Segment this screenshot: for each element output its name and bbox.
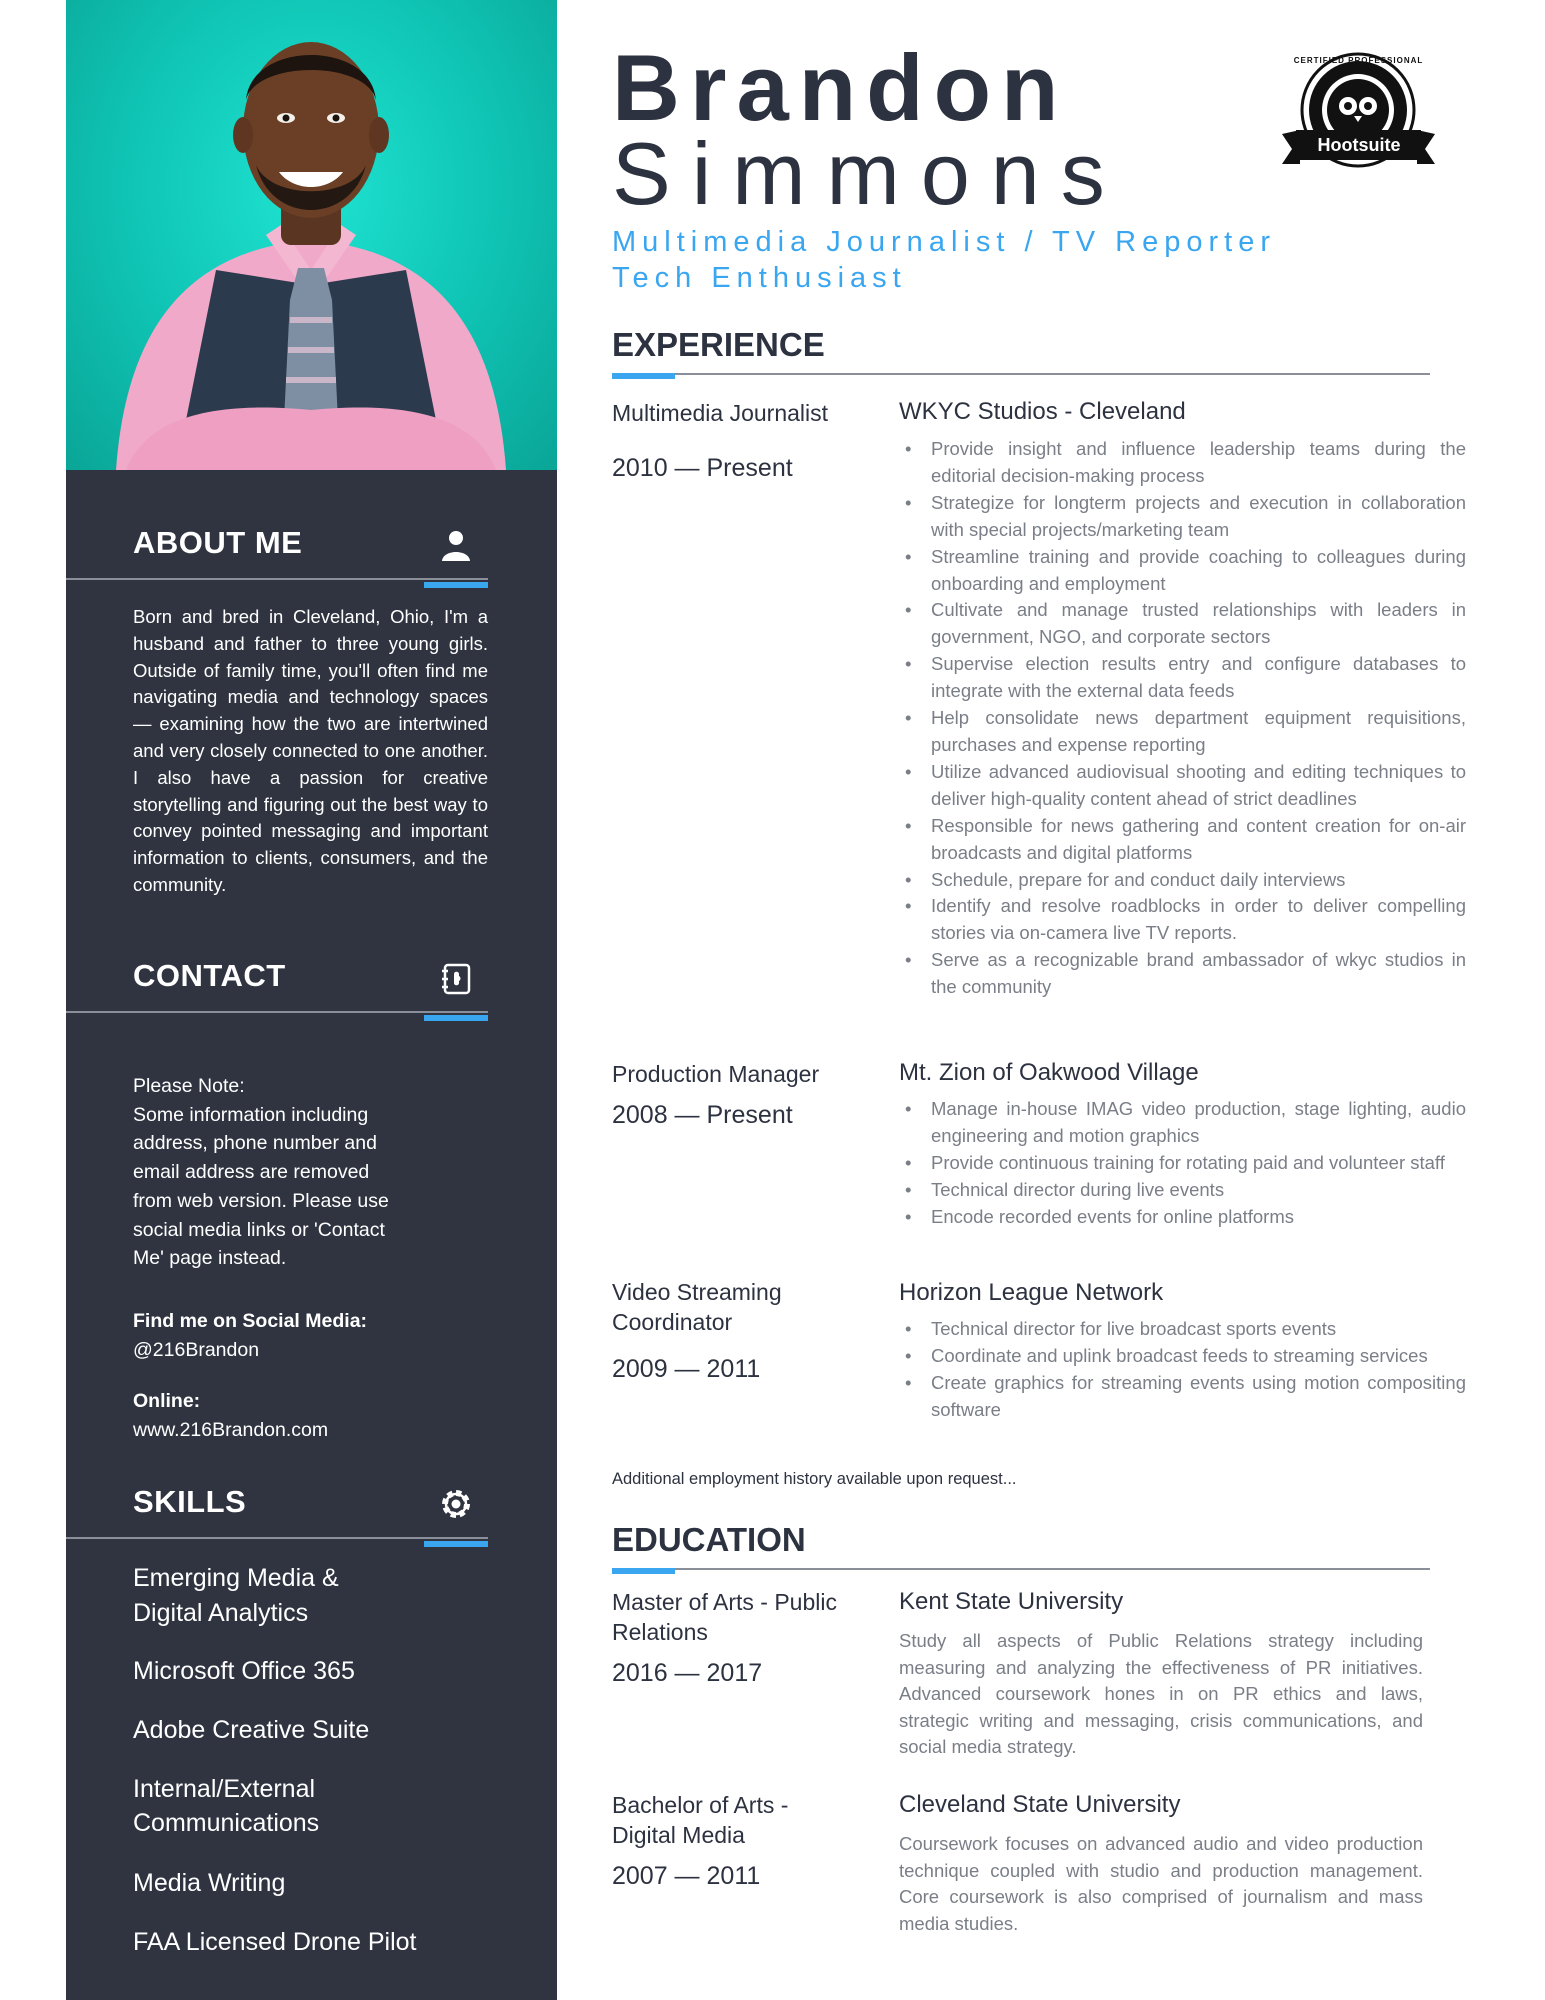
website-link[interactable]: www.216Brandon.com (133, 1418, 329, 1441)
job-dates: 2010 — Present (612, 454, 793, 482)
contact-book-icon (438, 960, 474, 996)
degree: Bachelor of Arts - Digital Media (612, 1792, 789, 1848)
skill-item: Media Writing (133, 1869, 286, 1897)
bullet-item: • Responsible for news gathering and content creation for on-air broadcasts and digital platforms (931, 813, 1466, 867)
skills-divider (66, 1537, 488, 1539)
bullet-item: • Streamline training and provide coaching to colleagues during onboarding and employment (931, 544, 1466, 598)
note-line: social media links or 'Contact (133, 1218, 385, 1241)
about-title: ABOUT ME (133, 525, 303, 560)
contact-title: CONTACT (133, 958, 286, 993)
skill-item: FAA Licensed Drone Pilot (133, 1928, 417, 1956)
job-bullets (899, 1316, 1466, 1424)
skill-item: Emerging Media & (133, 1564, 339, 1592)
about-header (66, 515, 488, 579)
social-handle[interactable]: @216Brandon (133, 1338, 260, 1361)
job-bullets (899, 436, 1466, 1001)
bullet-item: • Provide insight and influence leadership teams during the editorial decision-making process (931, 436, 1466, 490)
education-header (612, 1521, 1430, 1571)
last-name: Simmons (612, 124, 1126, 223)
bullet-item: • Schedule, prepare for and conduct daily interviews (931, 867, 1466, 894)
bullet-item: • Coordinate and uplink broadcast feeds to streaming services (931, 1343, 1466, 1370)
job-dates: 2009 — 2011 (612, 1355, 761, 1383)
bullet-item: • Cultivate and manage trusted relationships with leaders in government, NGO, and corporate sectors (931, 597, 1466, 651)
about-accent (424, 582, 488, 588)
job-role: Video Streaming Coordinator (612, 1279, 782, 1335)
job-org: Mt. Zion of Oakwood Village (899, 1059, 1199, 1086)
school: Cleveland State University (899, 1791, 1181, 1818)
badge-label: Hootsuite (1317, 135, 1401, 155)
job-bullets (899, 1096, 1466, 1231)
hootsuite-badge (1280, 52, 1437, 180)
degree: Master of Arts - Public Relations (612, 1589, 837, 1645)
job-role: Production Manager (612, 1061, 820, 1087)
tagline-line-2: Tech Enthusiast (612, 262, 907, 294)
bullet-item: • Create graphics for streaming events using motion compositing software (931, 1370, 1466, 1424)
bullet-item: • Manage in-house IMAG video production, stage lighting, audio engineering and motion graphics (931, 1096, 1466, 1150)
contact-note (133, 1072, 493, 1273)
about-text: Born and bred in Cleveland, Ohio, I'm a husband and father to three young girls. Outside of family time, you'll often find me navigating media and technology spaces — examining how the two are intertwined and very closely connected to one another. I also have a passion for creative storytelling and figuring out the best way to convey pointed messaging and important information to clients, consumers, and the community. (133, 606, 488, 895)
bullet-item: • Technical director for live broadcast sports events (931, 1316, 1466, 1343)
bullet-item: • Identify and resolve roadblocks in order to deliver compelling stories via on-camera live TV reports. (931, 893, 1466, 947)
school: Kent State University (899, 1588, 1124, 1615)
job-org: Horizon League Network (899, 1279, 1164, 1306)
note-line: Me' page instead. (133, 1247, 287, 1270)
bullet-item: • Technical director during live events (931, 1177, 1466, 1204)
profile-photo (66, 0, 557, 470)
skill-item: Communications (133, 1809, 320, 1837)
degree-dates: 2016 — 2017 (612, 1659, 763, 1687)
bullet-item: • Supervise election results entry and configure databases to integrate with the external data feeds (931, 651, 1466, 705)
experience-divider (612, 373, 1430, 375)
education-title: EDUCATION (612, 1521, 806, 1558)
job-org: WKYC Studios - Cleveland (899, 398, 1186, 425)
employment-note: Additional employment history available upon request... (612, 1470, 1017, 1488)
education-divider (612, 1568, 1430, 1570)
social-block (133, 1307, 493, 1364)
skills-title: SKILLS (133, 1484, 247, 1519)
skills-accent (424, 1541, 488, 1547)
note-line: from web version. Please use (133, 1189, 389, 1212)
bullet-item: • Encode recorded events for online platforms (931, 1204, 1466, 1231)
portrait-illustration (66, 0, 557, 470)
note-label: Please Note: (133, 1075, 245, 1097)
degree-description: Study all aspects of Public Relations strategy including measuring and analyzing the effectiveness of PR initiatives. Advanced coursework hones in on PR ethics and laws, strategic writing and messaging, crisis communications, and social media strategy. (899, 1630, 1423, 1757)
gear-icon (438, 1486, 474, 1522)
main-content (612, 0, 1492, 2000)
sidebar (66, 0, 557, 2000)
skill-item: Internal/External (133, 1775, 316, 1803)
skill-item: Microsoft Office 365 (133, 1657, 355, 1685)
job-dates: 2008 — Present (612, 1101, 793, 1129)
tagline-line-1: Multimedia Journalist / TV Reporter (612, 226, 1276, 258)
experience-title: EXPERIENCE (612, 326, 825, 363)
bullet-item: • Serve as a recognizable brand ambassador of wkyc studios in the community (931, 947, 1466, 1001)
skill-item: Digital Analytics (133, 1599, 309, 1627)
contact-header (66, 948, 488, 1012)
education-accent (612, 1568, 675, 1574)
note-line: email address are removed (133, 1161, 370, 1184)
degree-description: Coursework focuses on advanced audio and video production technique coupled with studio and production management. Core coursework is also comprised of journalism and mass media studies. (899, 1833, 1423, 1934)
job-role: Multimedia Journalist (612, 400, 829, 426)
about-divider (66, 578, 488, 580)
experience-header (612, 326, 1430, 376)
contact-accent (424, 1015, 488, 1021)
note-line: address, phone number and (133, 1132, 377, 1155)
online-block (133, 1387, 493, 1444)
note-line: Some information including (133, 1103, 369, 1126)
skills-header (66, 1474, 488, 1538)
social-label: Find me on Social Media: (133, 1310, 368, 1332)
online-label: Online: (133, 1390, 201, 1412)
degree-dates: 2007 — 2011 (612, 1862, 761, 1890)
bullet-item: • Strategize for longterm projects and execution in collaboration with special projects/marketing team (931, 490, 1466, 544)
badge-top-text: CERTIFIED PROFESSIONAL (1293, 56, 1424, 65)
first-name: Brandon (612, 35, 1069, 140)
bullet-item: • Help consolidate news department equipment requisitions, purchases and expense reporting (931, 705, 1466, 759)
user-icon (438, 527, 474, 563)
experience-accent (612, 373, 675, 379)
bullet-item: • Utilize advanced audiovisual shooting and editing techniques to deliver high-quality content ahead of strict deadlines (931, 759, 1466, 813)
contact-divider (66, 1011, 488, 1013)
bullet-item: • Provide continuous training for rotating paid and volunteer staff (931, 1150, 1466, 1177)
skill-item: Adobe Creative Suite (133, 1716, 370, 1744)
